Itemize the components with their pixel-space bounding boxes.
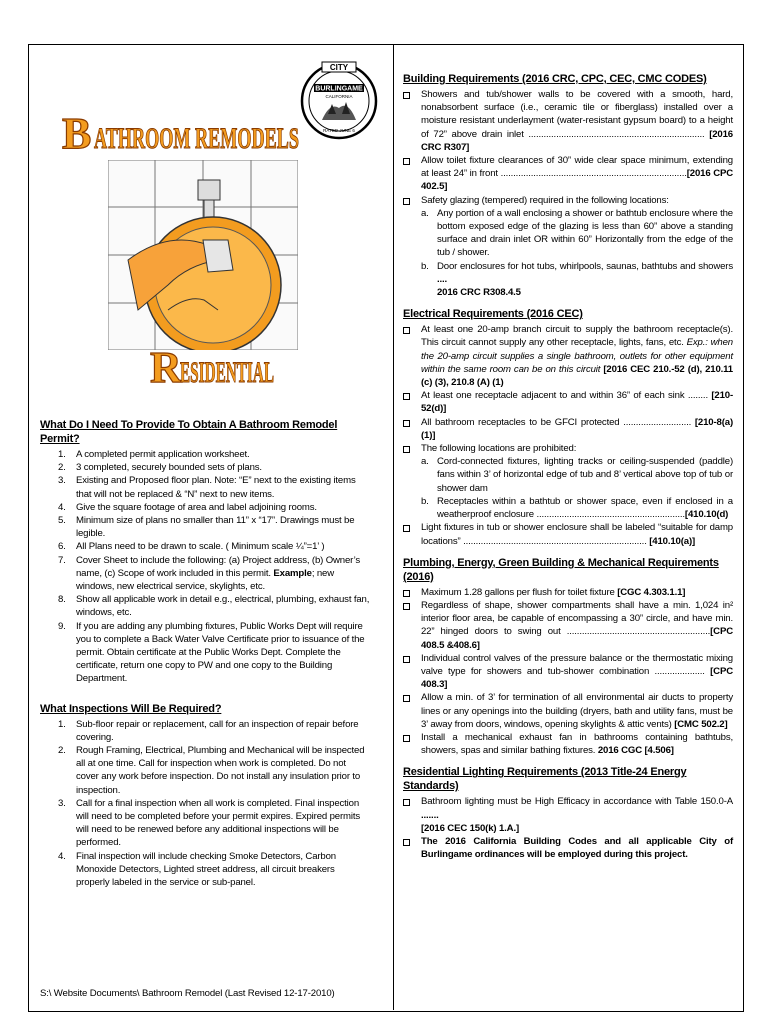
list-item: 1. A completed permit application worksheet. <box>58 449 250 460</box>
list-item: Bathroom lighting must be High Efficacy in accordance with Table 150.0-A ....... [2016 CEC 150(k) 1.A.] <box>403 795 733 835</box>
list-item: Maximum 1.28 gallons per flush for toilet fixture [CGC 4.303.1.1] <box>403 586 733 599</box>
list-item: 3. Existing and Proposed floor plan. Note: “E” next to the existing items that will not be replaced & “N” next to new items. <box>58 475 356 500</box>
bathroom-remodels-title <box>60 100 305 164</box>
checkbox-icon <box>403 327 410 334</box>
list-item: At least one receptacle adjacent to and within 36” of each sink ........ [210-52(d)] <box>403 389 733 415</box>
svg-text:ESIDENTIAL: ESIDENTIAL <box>180 356 274 389</box>
checkbox-icon <box>403 603 410 610</box>
permit-list <box>40 448 370 686</box>
title-text: ATHROOM REMODELS <box>94 122 299 155</box>
column-divider <box>393 44 394 1010</box>
residential-heading-art <box>148 330 278 400</box>
right-column <box>403 72 733 861</box>
left-column <box>40 418 370 889</box>
checkbox-icon <box>403 735 410 742</box>
list-item: At least one 20-amp branch circuit to supply the bathroom receptacle(s). This circuit cannot supply any other receptacle, lights, fans, etc. Exp.: when the 20-amp circuit supplies a single bathroom, outlets for other equipment within the same room can be on this circuit [2016 CEC 210.-52 (d), 210.11 (c) (3), 210.8 (A) (1) <box>403 323 733 389</box>
list-item: Individual control valves of the pressure balance or the thermostatic mixing valve type for showers and tub-shower combination .................... [CPC 408.3] <box>403 652 733 692</box>
list-item: 4. Final inspection will include checking Smoke Detectors, Carbon Monoxide Detectors, Lighted street address, all circuit breakers properly labeled in the service or sub-panel. <box>58 850 336 889</box>
list-item: The 2016 California Building Codes and all applicable City of Burlingame ordinances will be employed during this project. <box>403 835 733 861</box>
list-item: 2. 3 completed, securely bounded sets of plans. <box>58 462 262 474</box>
checkbox-icon <box>403 799 410 806</box>
inspection-list <box>40 718 370 890</box>
checkbox-icon <box>403 158 410 165</box>
sub-item: b. Door enclosures for hot tubs, whirlpools, saunas, bathtubs and showers .... 2016 CRC R308.4.5 <box>421 260 733 299</box>
checkbox-icon <box>403 92 410 99</box>
checkbox-icon <box>403 420 410 427</box>
list-item: 3. Call for a final inspection when all work is completed. Final inspection will need to be completed before your permit expires. Expired permits will need to be renewed before any additional inspections will be performed. <box>58 797 360 849</box>
svg-text:R: R <box>150 343 182 392</box>
list-item: The following locations are prohibited: <box>403 442 733 455</box>
svg-text:CITY: CITY <box>329 63 349 72</box>
list-item: Showers and tub/shower walls to be covered with a smooth, hard, nonabsorbent surface (i.e., ceramic tile or fiberglass) installed over a moisture resistant underlayment (water-resistant gypsum board) to a height of 72” above drain inlet ...................................................................... [2016 CRC R307] <box>403 88 733 154</box>
list-item: 4. Give the square footage of area and label adjoining rooms. <box>58 501 317 513</box>
checkbox-icon <box>403 590 410 597</box>
permit-heading: What Do I Need To Provide To Obtain A Bathroom Remodel Permit? <box>40 419 338 445</box>
electrical-heading: Electrical Requirements (2016 CEC) <box>403 308 583 321</box>
list-item: 6. All Plans need to be drawn to scale. ( Minimum scale ¼”=1’ ) <box>58 541 325 553</box>
checkbox-icon <box>403 656 410 663</box>
checkbox-icon <box>403 446 410 453</box>
sub-item: a. Any portion of a wall enclosing a shower or bathtub enclosure where the bottom exposed edge of the glazing is less than 60” above a standing surface and drain inlet OR within 60” Horizontally from the edge of the tub / shower. <box>421 207 733 259</box>
sub-item: a. Cord-connected fixtures, lighting tracks or ceiling-suspended (paddle) fans within 3’ of horizontal edge of tub and 8’ vertical above top of tub or shower dam <box>421 456 733 494</box>
checkbox-icon <box>403 198 410 205</box>
list-item: Safety glazing (tempered) required in the following locations: <box>403 194 733 207</box>
svg-text:RATED JUNE 6: RATED JUNE 6 <box>323 128 355 133</box>
shower-illustration-icon <box>108 160 298 350</box>
title-B: B <box>62 109 92 158</box>
lighting-heading: Residential Lighting Requirements (2013 Title-24 Energy Standards) <box>403 766 687 793</box>
list-item: 8. Show all applicable work in detail e.g., electrical, plumbing, exhaust fan, windows, etc. <box>58 594 370 619</box>
list-item: Light fixtures in tub or shower enclosure shall be labeled “suitable for damp locations” ......................................................................... [410.10(a)] <box>403 521 733 547</box>
building-heading: Building Requirements (2016 CRC, CPC, CEC, CMC CODES) <box>403 73 707 85</box>
list-item: 2. Rough Framing, Electrical, Plumbing and Mechanical will be inspected all at one time. Call for inspection when work is completed. Do not cover any work before inspection. Do not install any insulation prior to inspection. <box>58 745 365 796</box>
checkbox-icon <box>403 393 410 400</box>
list-item: Allow toilet fixture clearances of 30” wide clear space minimum, extending at least 24” in front ..........................................................................[2016 CPC 402.5] <box>403 154 733 194</box>
list-item: 9. If you are adding any plumbing fixtures, Public Works Dept will require you to complete a Back Water Valve Certificate prior to issuance of the permit. Obtain certificate at the Public Works Dept. Complete the certificate, return one copy to PW and one copy to the Building Department. <box>58 620 365 685</box>
checkbox-icon <box>403 839 410 846</box>
sub-item: b. Receptacles within a bathtub or shower space, even if enclosed in a weatherproof enclosure ...........................................................[410.10(d) <box>421 495 733 521</box>
list-item: Allow a min. of 3’ for termination of all environmental air ducts to property lines or any openings into the building (dryers, bath and utility fans, must be 3’ away from doors, windows, opening skylights & attic vents) [CMC 502.2] <box>403 691 733 731</box>
svg-text:CALIFORNIA: CALIFORNIA <box>325 94 353 99</box>
list-item: Regardless of shape, shower compartments shall have a min. 1,024 in² interior floor area, be capable of encompassing a 30” circle, and have min. 22” hinged doors to swing out .........................................................[CPC 408.5 &408.6] <box>403 599 733 652</box>
svg-text:BURLINGAME: BURLINGAME <box>315 85 363 93</box>
footer-path: S:\ Website Documents\ Bathroom Remodel (Last Revised 12-17-2010) <box>40 988 335 999</box>
list-item: 7. Cover Sheet to include the following: (a) Project address, (b) Owner’s name, (c) Scope of work included in this permit. Example; new windows, new electrical service, skylights, etc. <box>58 554 361 593</box>
inspection-heading: What Inspections Will Be Required? <box>40 702 222 715</box>
list-item: Install a mechanical exhaust fan in bathrooms containing bathtubs, showers, spas and similar bathing fixtures. 2016 CGC [4.506] <box>403 731 733 757</box>
list-item: 5. Minimum size of plans no smaller than 11” x “17”. Drawings must be legible. <box>58 515 355 540</box>
checkbox-icon <box>403 525 410 532</box>
list-item: 1. Sub-floor repair or replacement, call for an inspection of repair before covering. <box>58 718 359 743</box>
checkbox-icon <box>403 695 410 702</box>
list-item: All bathroom receptacles to be GFCI protected ........................... [210-8(a) (1)] <box>403 416 733 442</box>
city-seal-icon <box>300 58 378 144</box>
plumbing-heading: Plumbing, Energy, Green Building & Mechanical Requirements (2016) <box>403 556 719 583</box>
